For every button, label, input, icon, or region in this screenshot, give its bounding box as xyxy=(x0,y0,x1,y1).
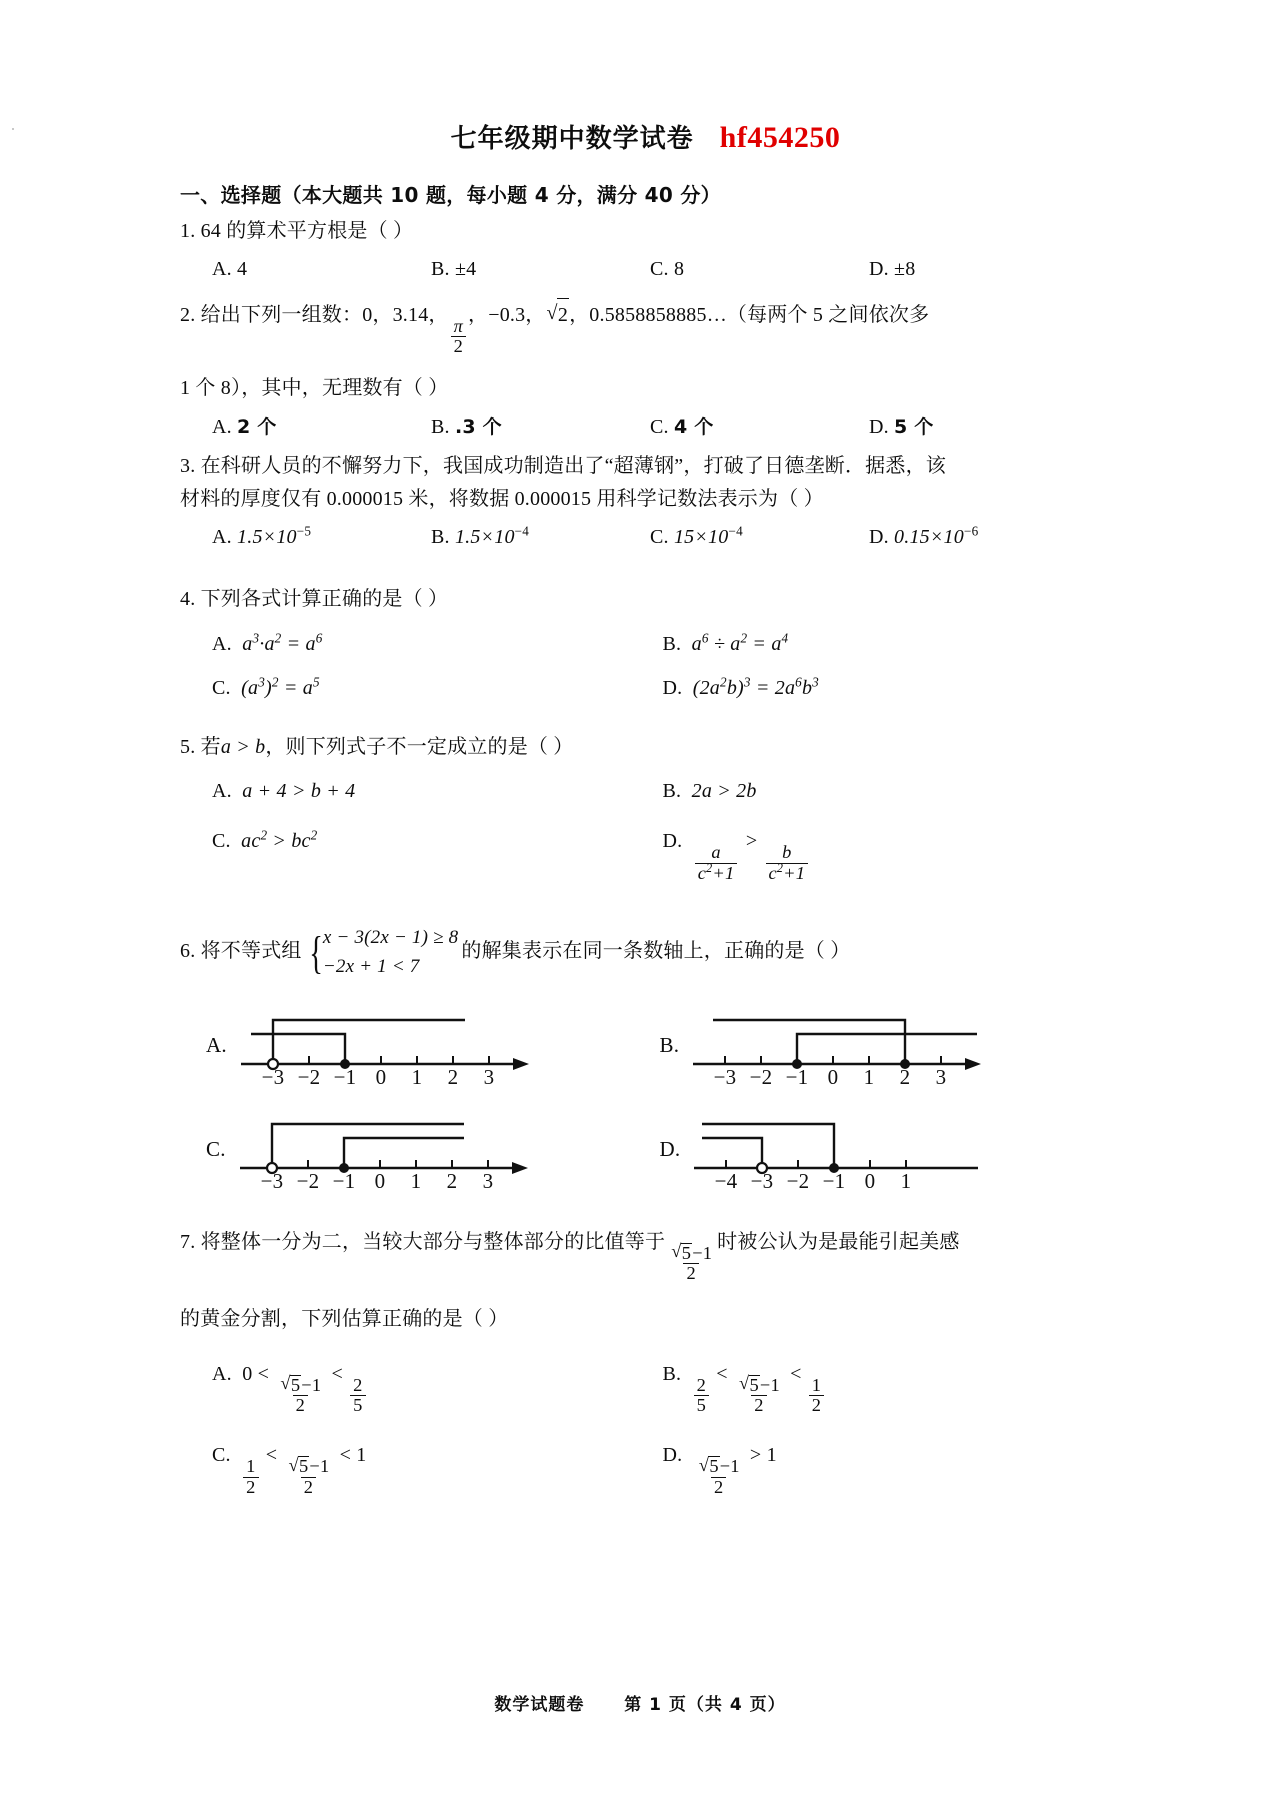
question-7-number: 7. xyxy=(180,1230,196,1253)
option-d[interactable] xyxy=(869,253,1088,285)
page-title: 七年级期中数学试卷 xyxy=(450,124,694,154)
svg-text:0: 0 xyxy=(827,1064,839,1084)
svg-text:−2: −2 xyxy=(296,1168,320,1188)
page-footer xyxy=(0,1690,1280,1715)
option-a[interactable] xyxy=(206,1006,660,1084)
fraction-numerator: √ 5−1 xyxy=(667,1243,715,1263)
svg-text:0: 0 xyxy=(864,1168,876,1188)
question-7 xyxy=(178,1226,1113,1497)
option-b[interactable] xyxy=(663,628,1114,660)
question-3-stem-line2: 材料的厚度仅有 0.000015 米，将数据 0.000015 用科学记数法表示为（ ） xyxy=(180,487,824,510)
question-3 xyxy=(178,450,1113,553)
pi-over-two-fraction xyxy=(451,317,466,357)
question-3-stem-line1 xyxy=(180,450,1113,482)
option-c-label: C. xyxy=(212,1444,231,1467)
fraction-denominator: 2 xyxy=(451,336,466,356)
question-5-options-row1 xyxy=(212,775,1113,807)
option-b[interactable] xyxy=(660,1006,1114,1084)
svg-text:0: 0 xyxy=(374,1168,386,1188)
question-1-stem xyxy=(180,215,1113,247)
svg-text:−2: −2 xyxy=(786,1168,810,1188)
svg-text:1: 1 xyxy=(410,1168,422,1188)
svg-text:2: 2 xyxy=(446,1168,458,1188)
paper-code: hf454250 xyxy=(719,121,841,154)
option-c-expression: $ac^2 > bc^2$ xyxy=(235,827,318,853)
option-a-text: 4 xyxy=(237,258,248,281)
question-2-text-part2: ，−0.3， xyxy=(468,303,546,326)
golden-ratio-fraction xyxy=(667,1243,715,1284)
inequality-system xyxy=(305,923,459,982)
option-c-label: C. xyxy=(650,415,669,438)
svg-text:−3: −3 xyxy=(713,1064,737,1084)
option-d-label: D. xyxy=(662,1444,683,1467)
option-b-base: 1.5×10 xyxy=(454,525,515,548)
question-2-number: 2. xyxy=(180,303,196,326)
option-c-label: C. xyxy=(650,525,669,548)
option-d-expression: √ $\frac{5-1}{2}$ > 1 xyxy=(688,1444,777,1466)
footer-page-number: 第 1 页（共 4 页） xyxy=(624,1695,786,1715)
option-b-expression: 2a > 2b xyxy=(686,779,757,802)
option-a[interactable] xyxy=(212,411,431,443)
option-a-text: 2 个 xyxy=(237,415,277,438)
option-a-label: A. xyxy=(212,525,232,548)
option-b[interactable] xyxy=(431,411,650,443)
question-1-number: 1. xyxy=(180,220,196,242)
option-a-exponent: −5 xyxy=(296,523,312,539)
question-4-text: 下列各式计算正确的是（ ） xyxy=(200,588,449,611)
option-d[interactable] xyxy=(663,672,1114,704)
question-7-stem-line2: 的黄金分割，下列估算正确的是（ ） xyxy=(180,1308,509,1331)
question-3-text-line1: 在科研人员的不懈努力下，我国成功制造出了“超薄钢”，打破了日德垄断．据悉，该 xyxy=(200,455,946,478)
option-b[interactable] xyxy=(663,1358,1114,1416)
option-a[interactable] xyxy=(212,775,663,807)
option-c[interactable] xyxy=(212,825,663,883)
svg-text:2: 2 xyxy=(899,1064,911,1084)
sqrt-two-radical xyxy=(547,298,570,331)
option-a-base: 1.5×10 xyxy=(237,525,297,548)
brace-icon: { xyxy=(308,926,323,978)
svg-text:0: 0 xyxy=(375,1064,387,1084)
option-c[interactable] xyxy=(650,253,869,285)
question-2-text-part1: 给出下列一组数：0，3.14， xyxy=(200,303,449,326)
question-5-text-suffix: ，则下列式子不一定成立的是（ ） xyxy=(265,735,574,758)
option-a-label: A. xyxy=(212,258,232,281)
question-4-options-row1 xyxy=(212,628,1113,660)
question-6-text-prefix: 将不等式组 xyxy=(200,939,302,962)
svg-text:−1: −1 xyxy=(785,1064,809,1084)
question-5 xyxy=(178,731,1113,883)
option-a-expression: $a^3\cdot a^2 = a^6$ xyxy=(237,630,323,655)
svg-text:−3: −3 xyxy=(750,1168,774,1188)
svg-text:−4: −4 xyxy=(714,1168,738,1188)
option-b-expression: $\frac{2}{5}$ < √ $\frac{5-1}{2}$ < $\frac{1}{2}$ xyxy=(686,1363,826,1385)
svg-text:1: 1 xyxy=(863,1064,875,1084)
option-d-label: D. xyxy=(662,677,683,700)
svg-text:−2: −2 xyxy=(749,1064,773,1084)
option-b-label: B. xyxy=(662,1362,682,1385)
question-5-inline-math: a > b xyxy=(220,735,266,758)
option-c[interactable] xyxy=(650,411,869,443)
option-d-base: 0.15×10 xyxy=(894,525,964,548)
option-d-exponent: −6 xyxy=(963,523,979,539)
option-a[interactable] xyxy=(212,521,431,553)
option-a-expression: a + 4 > b + 4 xyxy=(237,779,356,802)
option-c-label: C. xyxy=(212,830,231,853)
question-2 xyxy=(178,298,1113,443)
svg-text:2: 2 xyxy=(447,1064,459,1084)
option-c-base: 15×10 xyxy=(673,525,729,548)
option-a-label: A. xyxy=(212,415,232,438)
question-7-text-part1: 将整体一分为二，当较大部分与整体部分的比值等于 xyxy=(200,1230,666,1253)
option-a-expression: 0 < √ $\frac{5-1}{2}$ < $\frac{2}{5}$ xyxy=(237,1363,368,1385)
question-1-options xyxy=(212,253,1113,285)
option-b-text: .3 个 xyxy=(454,415,502,438)
option-b-text: ±4 xyxy=(454,258,477,281)
option-d-text: 5 个 xyxy=(894,415,934,438)
option-b-expression: $a^6 \div a^2 = a^4$ xyxy=(686,630,789,655)
option-c-text: 8 xyxy=(673,258,685,281)
option-c-text: 4 个 xyxy=(673,415,714,438)
svg-text:−1: −1 xyxy=(333,1064,357,1084)
question-6-figures-row1 xyxy=(206,1006,1113,1084)
question-4-number: 4. xyxy=(180,588,196,611)
option-c-label: C. xyxy=(212,677,231,700)
option-b-label: B. xyxy=(659,1032,680,1057)
option-b[interactable] xyxy=(431,521,650,553)
svg-text:3: 3 xyxy=(483,1064,495,1084)
fraction-numerator: π xyxy=(453,315,464,336)
option-c[interactable] xyxy=(206,1110,660,1188)
question-4 xyxy=(178,583,1113,704)
question-2-options xyxy=(212,411,1113,443)
section-heading: 一、选择题（本大题共 10 题，每小题 4 分，满分 40 分） xyxy=(180,183,721,207)
option-b-label: B. xyxy=(662,632,682,655)
svg-text:−1: −1 xyxy=(332,1168,356,1188)
option-d-text: ±8 xyxy=(894,258,916,281)
svg-text:−3: −3 xyxy=(260,1168,284,1188)
question-6-text-suffix: 的解集表示在同一条数轴上，正确的是（ ） xyxy=(461,939,851,962)
question-6-number: 6. xyxy=(180,939,196,962)
number-line-b xyxy=(685,1006,985,1084)
option-a-label: A. xyxy=(206,1032,227,1057)
question-2-stem-line2: 1 个 8），其中，无理数有（ ） xyxy=(180,377,449,400)
question-7-options-row2 xyxy=(212,1439,1113,1497)
option-c-exponent: −4 xyxy=(728,523,743,539)
svg-text:−3: −3 xyxy=(261,1064,285,1084)
question-7-stem xyxy=(180,1226,1113,1284)
radicand: 2 xyxy=(557,298,569,331)
question-2-stem xyxy=(180,298,1113,357)
option-a-label: A. xyxy=(212,779,232,802)
svg-text:3: 3 xyxy=(935,1064,947,1084)
page-title-row xyxy=(178,118,1113,155)
option-b[interactable] xyxy=(431,253,650,285)
question-7-options-row1 xyxy=(212,1358,1113,1416)
question-7-text-part2: 时被公认为是最能引起美感 xyxy=(717,1230,960,1253)
option-d-label: D. xyxy=(869,258,889,281)
svg-text:−1: −1 xyxy=(822,1168,846,1188)
system-row-1: x − 3(2x − 1) ≥ 8 xyxy=(322,926,459,948)
option-d[interactable] xyxy=(660,1110,1114,1188)
option-d[interactable] xyxy=(869,521,1088,553)
option-b-label: B. xyxy=(431,525,450,548)
system-row-2: −2x + 1 < 7 xyxy=(322,956,420,978)
question-5-text-prefix: 若 xyxy=(200,735,221,758)
question-6-figures-row2 xyxy=(206,1110,1113,1188)
option-c-label: C. xyxy=(206,1136,226,1161)
question-4-stem xyxy=(180,583,1113,615)
scan-speck xyxy=(12,128,14,130)
question-3-options xyxy=(212,521,1113,553)
question-4-options-row2 xyxy=(212,672,1113,704)
question-5-options-row2 xyxy=(212,825,1113,883)
option-d-expression: $\frac{a}{c^2+1}$ > $\frac{b}{c^2+1}$ xyxy=(688,830,811,852)
option-d-label: D. xyxy=(869,525,889,548)
option-d[interactable] xyxy=(663,1439,1114,1497)
option-d[interactable] xyxy=(663,825,1114,883)
option-d-expression: $(2a^2b)^3 = 2a^6b^3$ xyxy=(687,674,819,700)
option-c[interactable] xyxy=(650,521,869,553)
number-line-d xyxy=(686,1110,986,1188)
svg-text:1: 1 xyxy=(900,1168,912,1188)
number-line-a xyxy=(233,1006,533,1084)
option-b-label: B. xyxy=(431,415,450,438)
question-6 xyxy=(178,923,1113,1188)
question-5-number: 5. xyxy=(180,735,196,758)
option-b[interactable] xyxy=(663,775,1114,807)
question-3-number: 3. xyxy=(180,455,196,478)
question-1-text: 64 的算术平方根是（ ） xyxy=(200,220,414,242)
svg-text:1: 1 xyxy=(411,1064,423,1084)
option-d[interactable] xyxy=(869,411,1088,443)
svg-text:3: 3 xyxy=(482,1168,494,1188)
option-d-label: D. xyxy=(659,1136,681,1161)
option-c-expression: $(a^3)^2 = a^5$ xyxy=(235,674,320,700)
option-b-label: B. xyxy=(662,779,682,802)
footer-doc-label: 数学试题卷 xyxy=(494,1695,585,1715)
option-d-label: D. xyxy=(869,415,889,438)
option-b-exponent: −4 xyxy=(514,523,530,539)
option-a[interactable] xyxy=(212,253,431,285)
option-d-label: D. xyxy=(662,830,683,853)
exam-content xyxy=(178,96,1113,1497)
option-a[interactable] xyxy=(212,1358,663,1416)
option-a-label: A. xyxy=(212,1362,232,1385)
fraction-denominator: 2 xyxy=(683,1263,698,1283)
option-a-label: A. xyxy=(212,632,232,655)
option-c[interactable] xyxy=(212,672,663,704)
question-2-text-part3: ，0.5858858885…（每两个 5 之间依次多 xyxy=(569,303,930,326)
option-c-expression: $\frac{1}{2}$ < √ $\frac{5-1}{2}$ < 1 xyxy=(236,1444,367,1466)
question-5-stem xyxy=(180,731,1113,763)
question-6-stem xyxy=(180,923,1113,982)
question-1 xyxy=(178,215,1113,286)
option-a[interactable] xyxy=(212,628,663,660)
option-c-label: C. xyxy=(650,258,669,281)
option-b-label: B. xyxy=(431,258,450,281)
option-c[interactable] xyxy=(212,1439,663,1497)
svg-text:−2: −2 xyxy=(297,1064,321,1084)
number-line-c xyxy=(232,1110,532,1188)
